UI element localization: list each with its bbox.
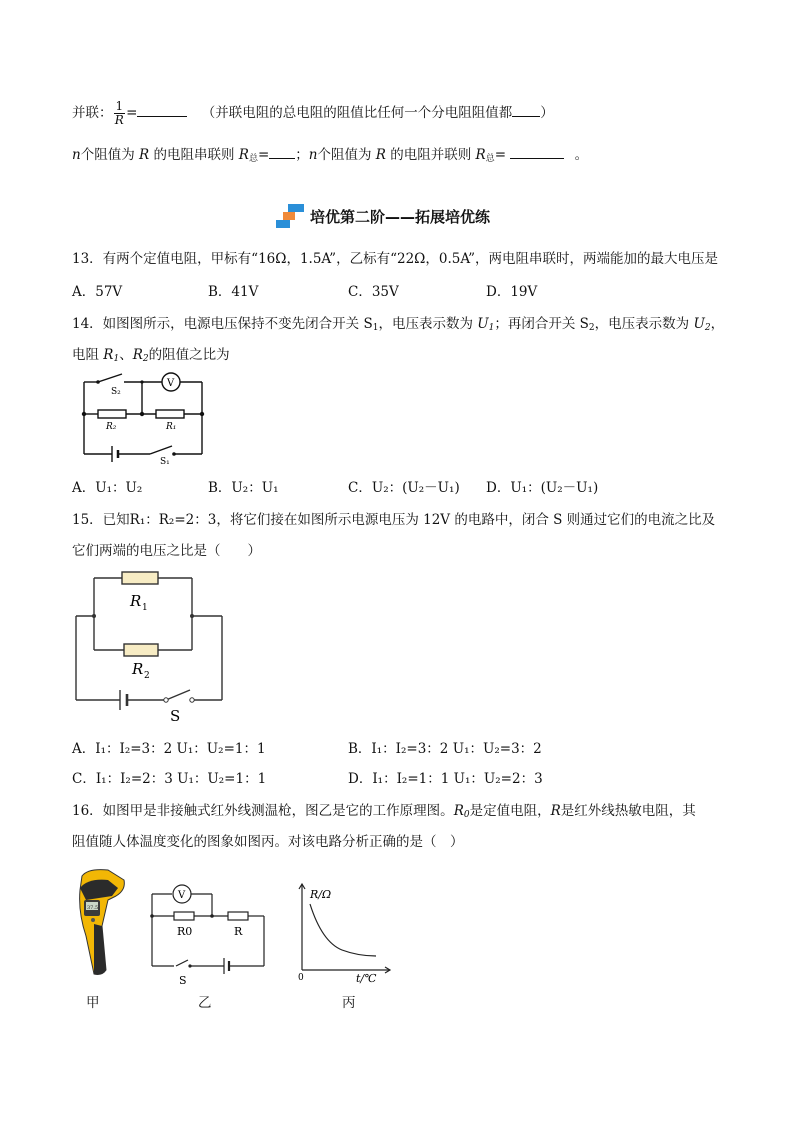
subscript: 0 bbox=[463, 810, 470, 820]
subscript: 2 bbox=[704, 323, 711, 333]
caption-yi: 乙 bbox=[198, 995, 212, 1011]
label-r2: R bbox=[132, 660, 144, 678]
thermometer-readout: 37.5 bbox=[87, 905, 99, 911]
resistor-r bbox=[228, 912, 248, 920]
switch-s bbox=[176, 960, 188, 966]
var-r: R bbox=[375, 147, 386, 163]
var-r: R bbox=[132, 347, 143, 363]
question-13-stem: 13．有两个定值电阻，甲标有“16Ω，1.5A”，乙标有“22Ω，0.5A”，两电阻串联时，两端能加的最大电压是 bbox=[72, 251, 718, 267]
text: ；再闭合开关 S bbox=[494, 316, 589, 332]
answer-blank[interactable] bbox=[512, 115, 540, 117]
equals: = bbox=[257, 147, 270, 163]
var-r: R bbox=[103, 347, 114, 363]
text: 的电阻串联则 bbox=[153, 147, 235, 163]
question-16-stem bbox=[72, 799, 696, 820]
q14-option-b[interactable]: B．U₂：U₁ bbox=[208, 480, 279, 496]
q14-option-c[interactable]: C．U₂：(U₂－U₁) bbox=[348, 480, 460, 496]
text: 的阻值之比为 bbox=[148, 347, 230, 363]
q15-option-a[interactable]: A．I₁：I₂=3：2 U₁：U₂=1：1 bbox=[72, 741, 266, 757]
text: 。 bbox=[574, 147, 589, 163]
resistor-r1 bbox=[122, 572, 158, 584]
section-logo-icon bbox=[274, 202, 308, 230]
var-n: n bbox=[308, 147, 318, 163]
q15-option-c[interactable]: C．I₁：I₂=2：3 U₁：U₂=1：1 bbox=[72, 771, 267, 787]
equals: = bbox=[494, 147, 507, 163]
label-r1-sub: 1 bbox=[142, 603, 148, 613]
infrared-thermometer-icon bbox=[72, 866, 128, 980]
label-r2-sub: 2 bbox=[144, 671, 150, 681]
parallel-note-close: ） bbox=[540, 105, 554, 121]
q13-option-c[interactable]: C．35V bbox=[348, 284, 399, 300]
answer-blank[interactable] bbox=[137, 115, 187, 117]
question-14-stem bbox=[72, 312, 724, 333]
q13-option-a[interactable]: A．57V bbox=[72, 284, 123, 300]
parallel-formula-line bbox=[72, 100, 554, 127]
answer-blank[interactable] bbox=[269, 157, 295, 159]
label-s: S bbox=[170, 707, 181, 724]
switch-s1 bbox=[150, 446, 172, 454]
section-header bbox=[274, 202, 490, 230]
var-u: U bbox=[693, 316, 705, 332]
subscript: 总 bbox=[485, 154, 495, 164]
subscript: 1 bbox=[372, 323, 379, 333]
equals: = bbox=[126, 105, 138, 121]
label-r1: R bbox=[130, 592, 142, 610]
text: 、 bbox=[119, 347, 133, 363]
var-r: R bbox=[139, 147, 150, 163]
text: 是定值电阻， bbox=[469, 803, 551, 819]
label-s1: S₁ bbox=[160, 457, 170, 466]
text: 16．如图甲是非接触式红外线测温枪，图乙是它的工作原理图。 bbox=[72, 803, 454, 819]
var-r: R bbox=[550, 803, 561, 819]
q14-option-a[interactable]: A．U₁：U₂ bbox=[72, 480, 143, 496]
switch-s2 bbox=[98, 374, 122, 382]
resistor-r1 bbox=[156, 410, 184, 418]
section-title: 培优第二阶——拓展培优练 bbox=[310, 207, 491, 226]
subscript: 2 bbox=[588, 323, 595, 333]
label-r2: R₂ bbox=[106, 422, 117, 432]
resistor-r2 bbox=[124, 644, 158, 656]
text: 14．如图图所示，电源电压保持不变先闭合开关 S bbox=[72, 316, 373, 332]
answer-blank[interactable] bbox=[510, 157, 564, 159]
q15-circuit-diagram bbox=[70, 564, 230, 724]
text: 电阻 bbox=[72, 347, 104, 363]
question-14-stem-line2 bbox=[72, 343, 230, 364]
q13-option-b[interactable]: B．41V bbox=[208, 284, 259, 300]
text: 的电阻并联则 bbox=[390, 147, 472, 163]
label-r: R bbox=[234, 925, 243, 938]
q16-circuit-diagram bbox=[146, 880, 272, 990]
series-parallel-line bbox=[72, 143, 588, 164]
q15-option-d[interactable]: D．I₁：I₂=1：1 U₁：U₂=2：3 bbox=[348, 771, 543, 787]
text: ，电压表示数为 bbox=[594, 316, 694, 332]
axis-y-label: R/Ω bbox=[310, 888, 332, 901]
text: 个阻值为 bbox=[317, 147, 372, 163]
label-v: V bbox=[178, 890, 186, 901]
resistor-r0 bbox=[174, 912, 194, 920]
label-r1: R₁ bbox=[166, 422, 177, 432]
q14-option-d[interactable]: D．U₁：(U₂－U₁) bbox=[486, 480, 599, 496]
var-r: R bbox=[453, 803, 464, 819]
text: 是红外线热敏电阻，其 bbox=[560, 803, 696, 819]
parallel-label: 并联： bbox=[72, 105, 113, 121]
var-n: n bbox=[72, 147, 81, 163]
q14-circuit-diagram bbox=[76, 370, 210, 466]
caption-bing: 丙 bbox=[342, 995, 356, 1011]
fraction-denominator: R bbox=[114, 113, 124, 127]
fraction bbox=[114, 100, 126, 127]
question-15-stem-line2: 它们两端的电压之比是（ ） bbox=[72, 543, 261, 559]
caption-jia: 甲 bbox=[86, 995, 100, 1011]
q15-option-b[interactable]: B．I₁：I₂=3：2 U₁：U₂=3：2 bbox=[348, 741, 542, 757]
parallel-note: （并联电阻的总电阻的阻值比任何一个分电阻阻值都 bbox=[201, 105, 513, 121]
text: ， bbox=[710, 316, 725, 332]
axis-x-label: t/℃ bbox=[356, 972, 377, 984]
label-v: V bbox=[167, 378, 175, 389]
text: 个阻值为 bbox=[80, 147, 135, 163]
label-s2: S₂ bbox=[111, 387, 121, 397]
text: ，电压表示数为 bbox=[378, 316, 478, 332]
subscript: 1 bbox=[488, 323, 495, 333]
curve bbox=[310, 904, 376, 956]
question-16-stem-line2: 阻值随人体温度变化的图象如图丙。对该电路分析正确的是（ ） bbox=[72, 834, 464, 850]
label-r0: R0 bbox=[177, 925, 193, 938]
origin-label: 0 bbox=[298, 973, 304, 983]
subscript: 总 bbox=[248, 154, 258, 164]
q16-resistance-temperature-graph bbox=[292, 876, 396, 984]
q13-option-d[interactable]: D．19V bbox=[486, 284, 538, 300]
var-r: R bbox=[475, 147, 486, 163]
subscript: 1 bbox=[113, 354, 120, 364]
var-u: U bbox=[477, 316, 489, 332]
fraction-numerator: 1 bbox=[115, 99, 124, 113]
text: ； bbox=[295, 147, 309, 163]
subscript: 2 bbox=[142, 354, 149, 364]
var-r: R bbox=[238, 147, 249, 163]
resistor-r2 bbox=[98, 410, 126, 418]
label-s: S bbox=[179, 974, 187, 987]
question-15-stem: 15．已知R₁：R₂=2：3，将它们接在如图所示电源电压为 12V 的电路中，闭合 S 则通过它们的电流之比及 bbox=[72, 512, 716, 528]
